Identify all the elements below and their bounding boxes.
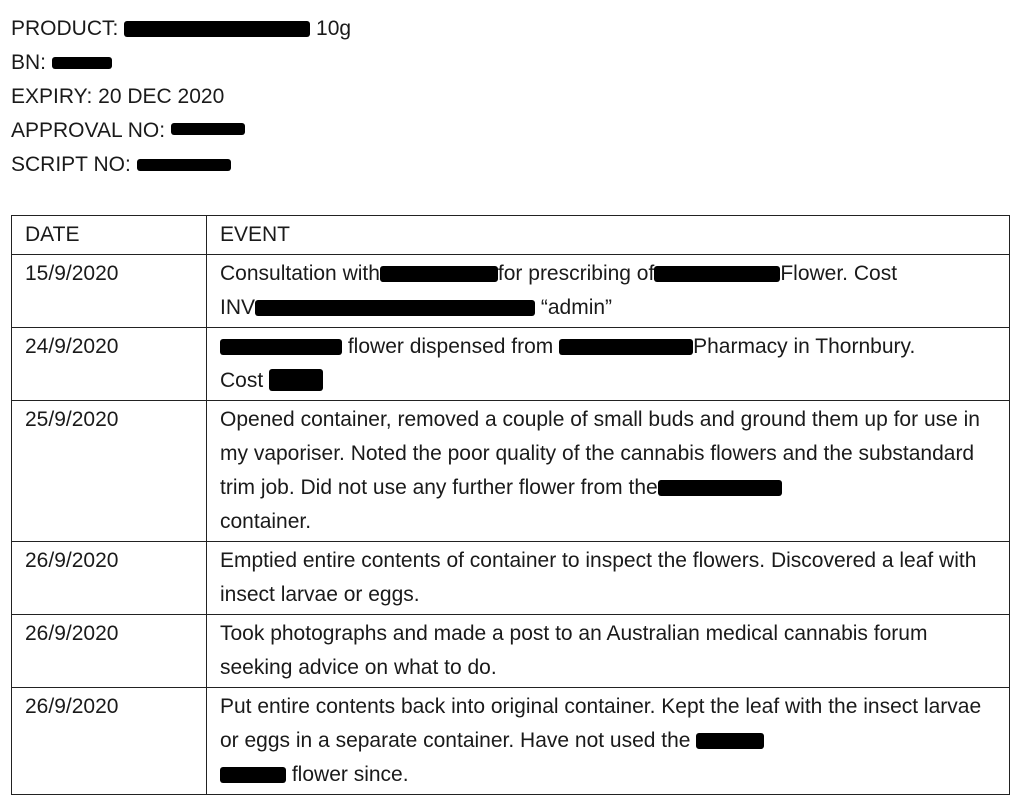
redaction-block bbox=[559, 339, 693, 355]
date-cell: 26/9/2020 bbox=[12, 542, 207, 615]
event-text: INV bbox=[220, 296, 256, 319]
bn-line bbox=[11, 46, 351, 80]
redaction-block bbox=[124, 21, 310, 37]
event-log-table bbox=[11, 215, 1010, 795]
redaction-block bbox=[171, 123, 245, 135]
event-text: container. bbox=[220, 510, 312, 533]
script-label: SCRIPT NO: bbox=[11, 153, 131, 176]
table-row bbox=[12, 615, 1010, 688]
event-text: Cost bbox=[220, 369, 264, 392]
column-header-date: DATE bbox=[12, 216, 207, 255]
event-text: for prescribing of bbox=[497, 262, 655, 285]
expiry-label: EXPIRY: bbox=[11, 85, 93, 108]
product-details bbox=[11, 12, 351, 182]
date-cell: 24/9/2020 bbox=[12, 328, 207, 401]
table-row bbox=[12, 688, 1010, 795]
redaction-block bbox=[269, 369, 323, 391]
redaction-block bbox=[658, 480, 782, 496]
date-cell: 26/9/2020 bbox=[12, 615, 207, 688]
table-row bbox=[12, 542, 1010, 615]
date-cell: 26/9/2020 bbox=[12, 688, 207, 795]
redaction-block bbox=[696, 733, 764, 749]
redaction-block bbox=[52, 57, 112, 69]
event-cell: Took photographs and made a post to an Australian medical cannabis forum seeking advice on what to do. bbox=[207, 615, 1010, 688]
event-text: Put entire contents back into original container. Kept the leaf with the insect larvae or eggs in a separate container. Have not used the bbox=[220, 695, 982, 752]
table-row bbox=[12, 255, 1010, 328]
event-cell: Emptied entire contents of container to inspect the flowers. Discovered a leaf with insect larvae or eggs. bbox=[207, 542, 1010, 615]
product-label: PRODUCT: bbox=[11, 17, 119, 40]
product-line bbox=[11, 12, 351, 46]
event-text: Flower. Cost bbox=[780, 262, 898, 285]
column-header-event: EVENT bbox=[207, 216, 1010, 255]
date-cell: 25/9/2020 bbox=[12, 401, 207, 542]
date-cell: 15/9/2020 bbox=[12, 255, 207, 328]
table-header-row bbox=[12, 216, 1010, 255]
approval-label: APPROVAL NO: bbox=[11, 119, 166, 142]
bn-label: BN: bbox=[11, 51, 47, 74]
event-cell bbox=[207, 255, 1010, 328]
event-text: flower since. bbox=[291, 763, 409, 786]
approval-line bbox=[11, 114, 351, 148]
redaction-block bbox=[137, 159, 231, 171]
script-line bbox=[11, 148, 351, 182]
event-cell bbox=[207, 688, 1010, 795]
redaction-block bbox=[654, 266, 780, 282]
redaction-block bbox=[380, 266, 498, 282]
event-cell bbox=[207, 328, 1010, 401]
event-text: Consultation with bbox=[220, 262, 380, 285]
redaction-block bbox=[220, 339, 342, 355]
table-row bbox=[12, 328, 1010, 401]
expiry-line bbox=[11, 80, 351, 114]
redaction-block bbox=[255, 300, 535, 316]
event-cell bbox=[207, 401, 1010, 542]
product-suffix: 10g bbox=[316, 17, 352, 40]
table-row bbox=[12, 401, 1010, 542]
expiry-value: 20 DEC 2020 bbox=[98, 85, 225, 108]
redaction-block bbox=[220, 767, 286, 783]
event-text: Pharmacy in Thornbury. bbox=[693, 335, 916, 358]
event-text: “admin” bbox=[540, 296, 613, 319]
event-text: flower dispensed from bbox=[347, 335, 554, 358]
event-text: Opened container, removed a couple of small buds and ground them up for use in my vaporiser. Noted the poor quality of the cannabis flowers and the substandard trim job. Did not use any further flower from the bbox=[220, 408, 980, 499]
